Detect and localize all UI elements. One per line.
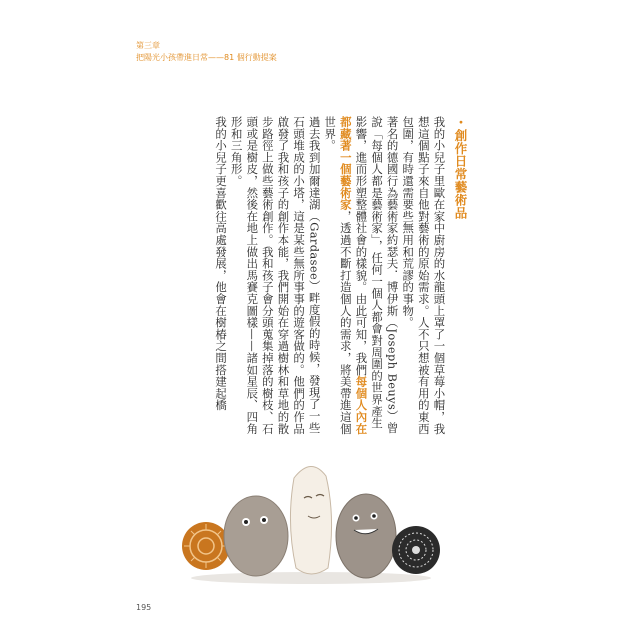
section-title: ・創作日常藝術品 (453, 116, 468, 220)
paragraph-3: 過去我到加爾達湖（Gardasee）畔度假的時候，發現了一些石頭堆成的小塔，這是某些無所事事的遊客做的。他們的作品啟發了我和孩子的創作本能，我們開始在穿過樹林和草地的散步路徑上做些藝術創作。我和孩子會分頭蒐集掉落的樹枝、石頭或是樹皮，然後在地上做出馬賽克圖樣——諸如星辰、四角形和三角形。 (229, 116, 322, 435)
painted-stones-icon (176, 438, 446, 588)
page-number: 195 (136, 603, 152, 612)
paragraph-1: 我的小兒子里歐在家中廚房的水龍頭上罩了一個草莓小帽，我想這個點子來自他對藝術的原始需求。人不只想被有用的東西包圍，有時還需要些無用和荒謬的事物。 (401, 116, 447, 435)
grey-face-stone (224, 496, 288, 576)
paragraph-2: 著名的德國行為藝術家約瑟夫．博伊斯（Joseph Beuys）曾說「每個人都是藝術家」，任何一個人都會對周圍的世界產生影響，進而形塑整體社會的樣貌。由此可知，我們每個人內在都藏著一個藝術家，透過不斷打造個人的需求，將美帶進這個世界。 (323, 116, 400, 435)
highlighted-phrase: 每個人內在都藏著一個藝術家 (338, 116, 369, 435)
white-face-stone (290, 466, 331, 574)
book-subtitle: 把陽光小孩帶進日常——81 個行動提案 (136, 53, 277, 62)
smiling-stone (336, 494, 396, 578)
paragraph-4: 我的小兒子更喜歡往高處發展，他會在樹椿之間搭建起橋 (214, 116, 229, 411)
orange-sun-stone (182, 522, 230, 570)
vertical-body-text (214, 116, 468, 436)
chapter-label: 第三章 (136, 41, 160, 50)
patterned-stone (392, 526, 440, 574)
running-header (136, 40, 277, 64)
